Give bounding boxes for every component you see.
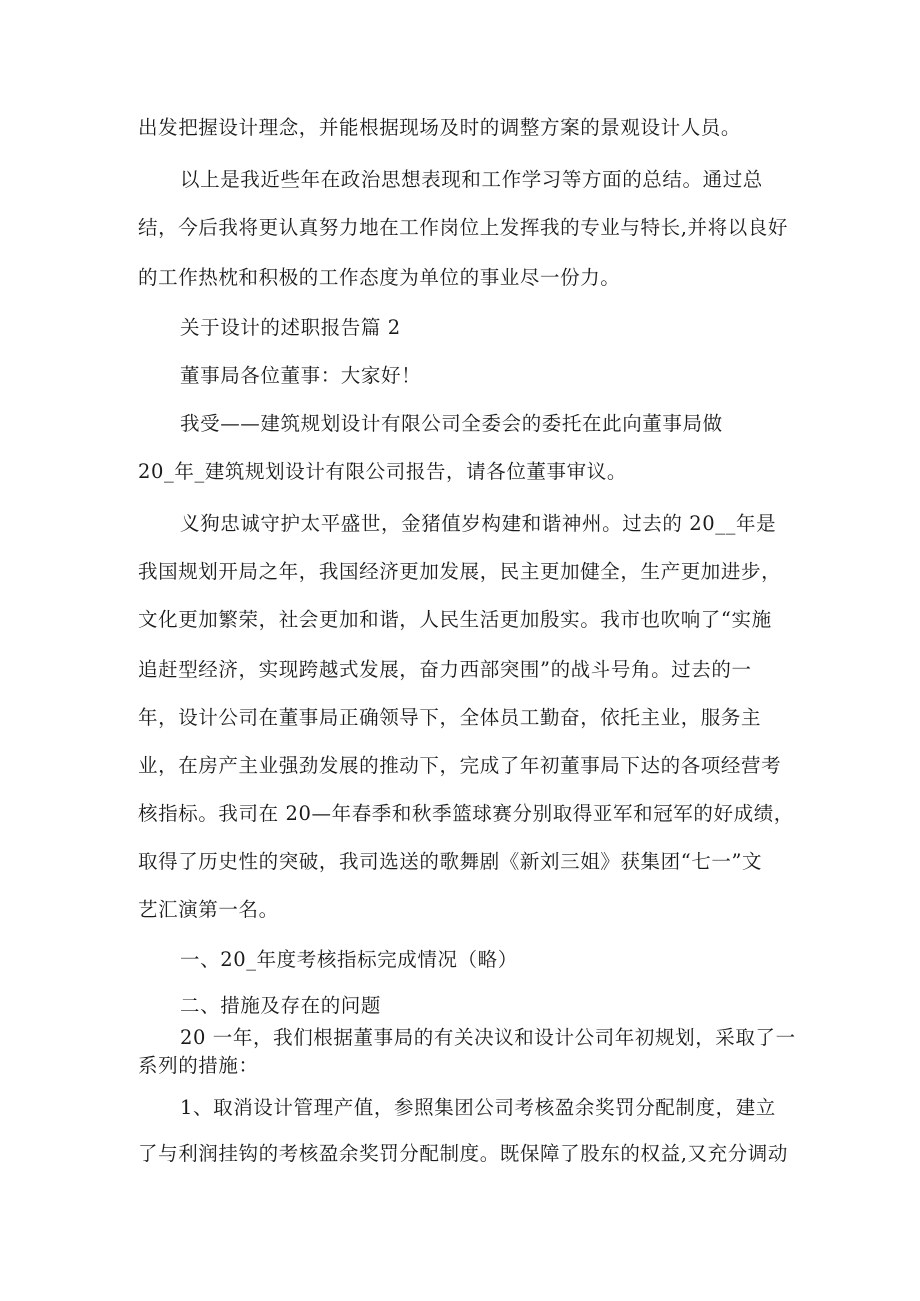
paragraph-line: 以上是我近些年在政治思想表现和工作学习等方面的总结。通过总 — [180, 168, 763, 191]
paragraph-line: 了与利润挂钩的考核盈余奖罚分配制度。既保障了股东的权益,又充分调动 — [138, 1142, 788, 1165]
salutation-line: 董事局各位董事：大家好！ — [180, 364, 422, 387]
paragraph-line: 结，今后我将更认真努力地在工作岗位上发挥我的专业与特长,并将以良好 — [138, 216, 788, 239]
paragraph-line: 文化更加繁荣，社会更加和谐，人民生活更加殷实。我市也吹响了“实施 — [138, 608, 772, 631]
section-heading: 一、20_年度考核指标完成情况（略） — [180, 948, 518, 971]
paragraph-line: 年，设计公司在董事局正确领导下，全体员工勤奋，依托主业，服务主 — [138, 706, 762, 729]
paragraph-line: 业，在房产主业强劲发展的推动下，完成了年初董事局下达的各项经营考 — [138, 754, 782, 777]
section-heading: 二、措施及存在的问题 — [180, 994, 382, 1017]
section-heading: 关于设计的述职报告篇 2 — [180, 316, 401, 339]
paragraph-line: 1、取消设计管理产值，参照集团公司考核盈余奖罚分配制度，建立 — [180, 1096, 776, 1119]
paragraph-line: 取得了历史性的突破，我司选送的歌舞剧《新刘三姐》获集团“七一”文 — [138, 850, 763, 873]
paragraph-line: 出发把握设计理念，并能根据现场及时的调整方案的景观设计人员。 — [138, 116, 742, 139]
paragraph-line: 20_年_建筑规划设计有限公司报告，请各位董事审议。 — [138, 460, 627, 483]
paragraph-line: 艺汇演第一名。 — [138, 898, 279, 921]
paragraph-line: 追赶型经济，实现跨越式发展，奋力西部突围”的战斗号角。过去的一 — [138, 658, 752, 681]
paragraph-line: 系列的措施： — [138, 1054, 259, 1077]
paragraph-line: 义狗忠诚守护太平盛世，金猪值岁构建和谐神州。过去的 20__年是 — [180, 512, 777, 535]
paragraph-line: 的工作热枕和积极的工作态度为单位的事业尽一份力。 — [138, 266, 621, 289]
paragraph-line: 20 一年，我们根据董事局的有关决议和设计公司年初规划，采取了一 — [180, 1026, 796, 1049]
paragraph-line: 我受——建筑规划设计有限公司全委会的委托在此向董事局做 — [180, 412, 723, 435]
paragraph-line: 我国规划开局之年，我国经济更加发展，民主更加健全，生产更加进步， — [138, 560, 782, 583]
paragraph-line: 核指标。我司在 20—年春季和秋季篮球赛分别取得亚军和冠军的好成绩， — [138, 802, 794, 825]
